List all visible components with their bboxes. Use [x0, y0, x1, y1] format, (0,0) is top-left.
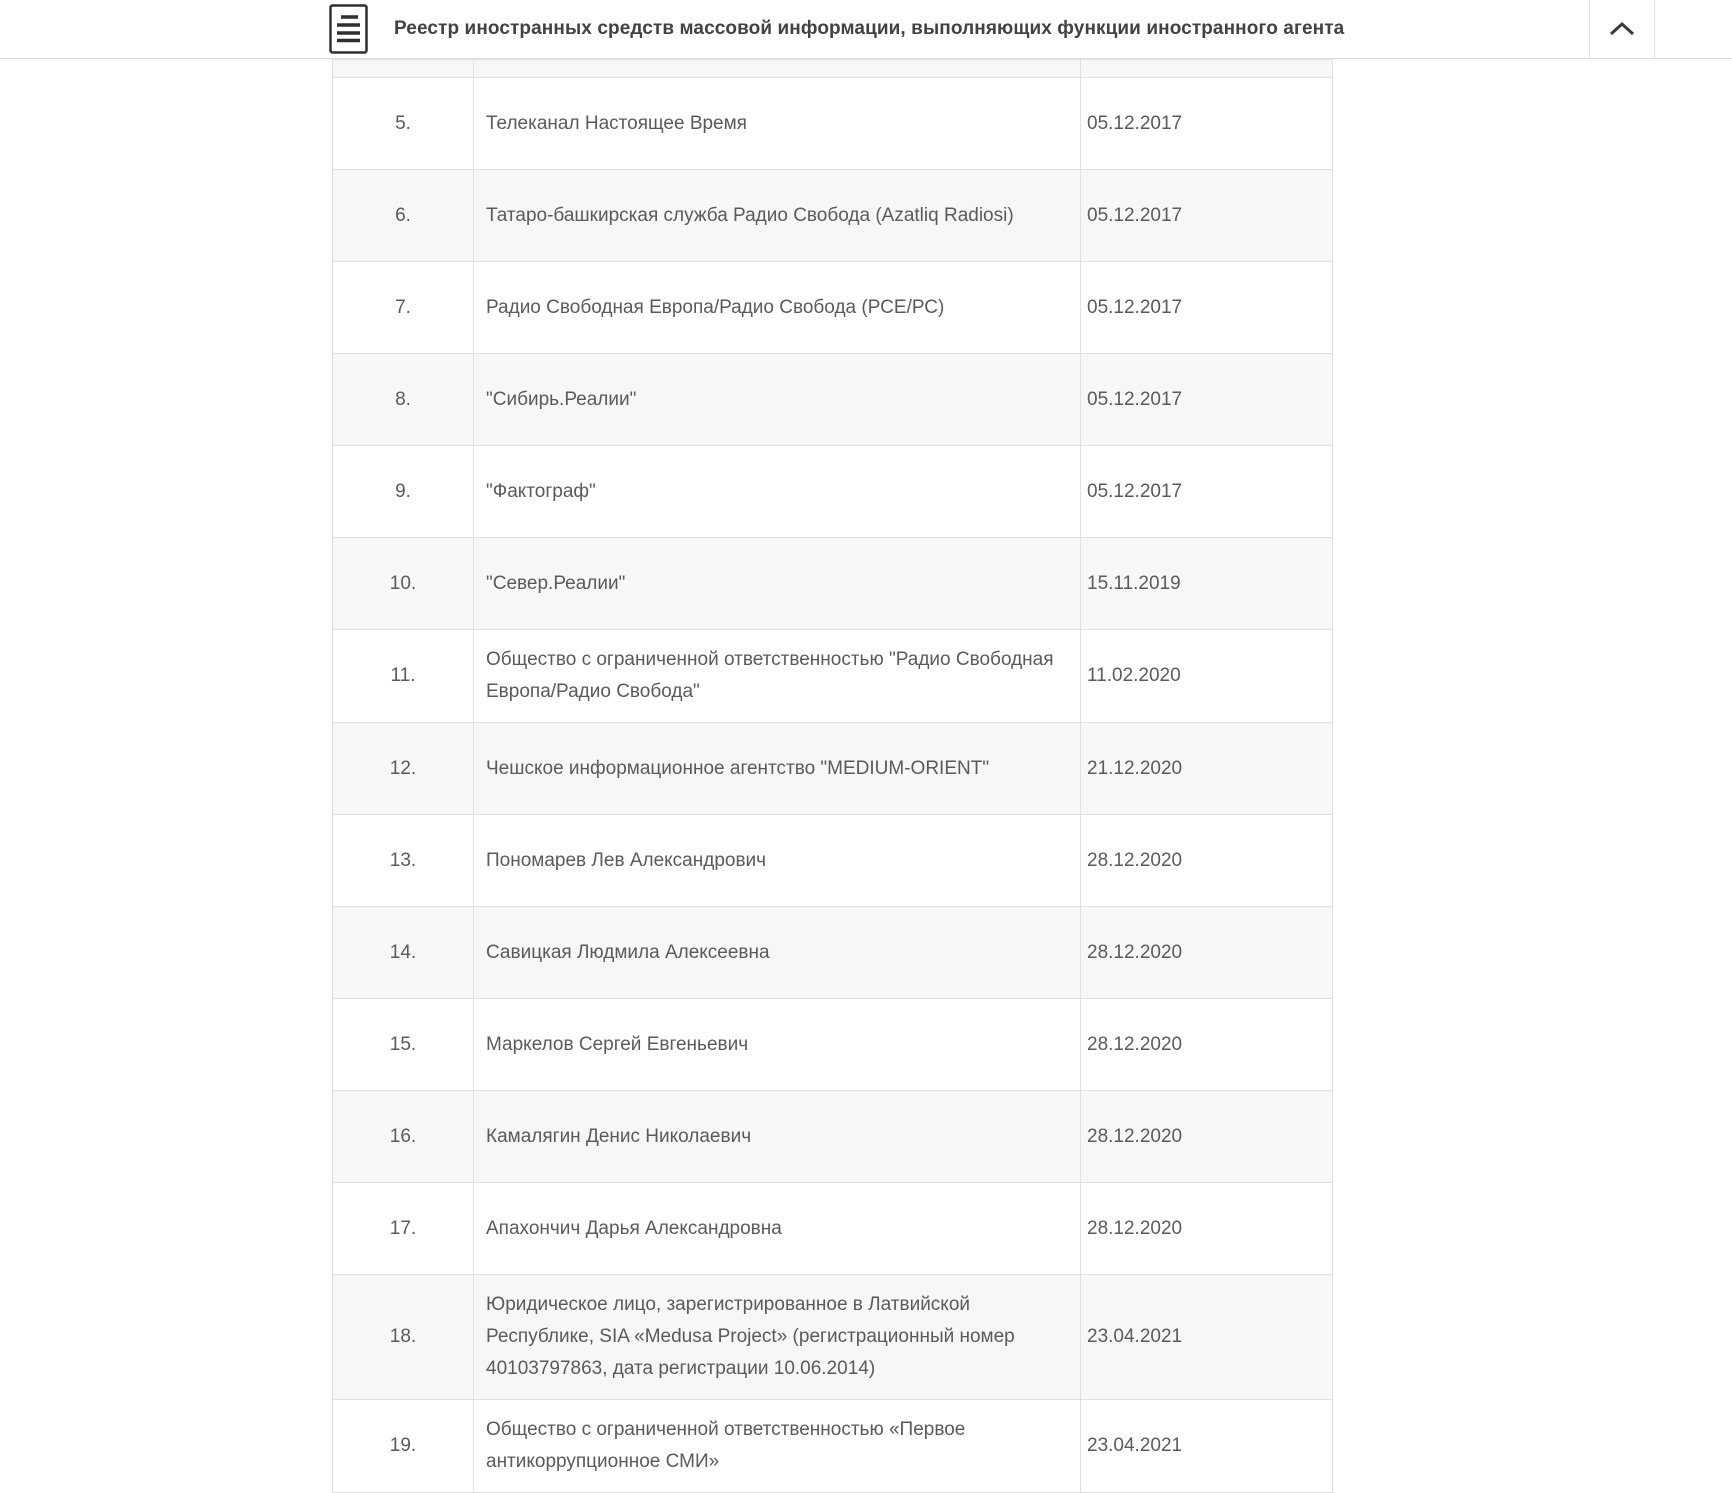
collapse-button[interactable]	[1589, 0, 1655, 58]
row-date-cell: 28.12.2020	[1081, 907, 1333, 999]
row-name-cell: Юридическое лицо, зарегистрированное в Латвийской Республике, SIA «Medusa Project» (регистрационный номер 40103797863, дата регистрации 10.06.2014)	[474, 1275, 1081, 1400]
row-number-cell: 6.	[333, 170, 474, 262]
row-name-cell: Камалягин Денис Николаевич	[474, 1091, 1081, 1183]
row-number-cell	[333, 60, 474, 78]
table-row	[333, 354, 1333, 446]
row-number-cell: 9.	[333, 446, 474, 538]
row-name-cell: Маркелов Сергей Евгеньевич	[474, 999, 1081, 1091]
row-date-cell: 11.02.2020	[1081, 630, 1333, 723]
row-name-cell: Общество с ограниченной ответственностью «Первое антикоррупционное СМИ»	[474, 1400, 1081, 1493]
row-date-cell: 23.04.2021	[1081, 1400, 1333, 1493]
row-number-cell: 7.	[333, 262, 474, 354]
row-date-cell: 21.12.2020	[1081, 723, 1333, 815]
row-name-cell: Савицкая Людмила Алексеевна	[474, 907, 1081, 999]
row-name-cell: Общество с ограниченной ответственностью "Радио Свободная Европа/Радио Свобода"	[474, 630, 1081, 723]
row-number-cell: 19.	[333, 1400, 474, 1493]
row-name-cell: Телеканал Настоящее Время	[474, 78, 1081, 170]
row-name-cell: Радио Свободная Европа/Радио Свобода (РСЕ/РС)	[474, 262, 1081, 354]
table-row	[333, 1091, 1333, 1183]
row-date-cell: 28.12.2020	[1081, 1091, 1333, 1183]
row-date-cell: 28.12.2020	[1081, 1183, 1333, 1275]
table-row	[333, 630, 1333, 723]
registry-title: Реестр иностранных средств массовой информации, выполняющих функции иностранного агента	[394, 18, 1345, 39]
table-row	[333, 446, 1333, 538]
row-number-cell: 8.	[333, 354, 474, 446]
table-row	[333, 1183, 1333, 1275]
row-date-cell: 05.12.2017	[1081, 78, 1333, 170]
table-row	[333, 1400, 1333, 1493]
row-name-cell: "Фактограф"	[474, 446, 1081, 538]
document-list-icon	[329, 4, 368, 54]
chevron-up-icon	[1609, 22, 1635, 36]
row-number-cell: 10.	[333, 538, 474, 630]
row-date-cell: 05.12.2017	[1081, 354, 1333, 446]
row-date-cell: 28.12.2020	[1081, 815, 1333, 907]
table-row	[333, 723, 1333, 815]
registry-table	[332, 59, 1333, 1493]
row-number-cell: 12.	[333, 723, 474, 815]
row-number-cell: 15.	[333, 999, 474, 1091]
registry-table-viewport	[332, 59, 1190, 1472]
row-name-cell: Апахончич Дарья Александровна	[474, 1183, 1081, 1275]
row-name-cell: "Север.Реалии"	[474, 538, 1081, 630]
table-row	[333, 907, 1333, 999]
row-number-cell: 17.	[333, 1183, 474, 1275]
row-date-cell: 28.12.2020	[1081, 999, 1333, 1091]
row-number-cell: 13.	[333, 815, 474, 907]
row-date-cell: 23.04.2021	[1081, 1275, 1333, 1400]
table-row	[333, 78, 1333, 170]
table-row	[333, 538, 1333, 630]
row-date-cell: 05.12.2017	[1081, 446, 1333, 538]
row-number-cell: 11.	[333, 630, 474, 723]
table-row	[333, 262, 1333, 354]
table-row	[333, 815, 1333, 907]
registry-table-body	[333, 60, 1333, 1493]
table-row	[333, 1275, 1333, 1400]
row-date-cell	[1081, 60, 1333, 78]
row-name-cell	[474, 60, 1081, 78]
row-number-cell: 18.	[333, 1275, 474, 1400]
row-date-cell: 05.12.2017	[1081, 262, 1333, 354]
table-row	[333, 999, 1333, 1091]
row-name-cell: Пономарев Лев Александрович	[474, 815, 1081, 907]
row-number-cell: 14.	[333, 907, 474, 999]
row-date-cell: 05.12.2017	[1081, 170, 1333, 262]
row-date-cell: 15.11.2019	[1081, 538, 1333, 630]
row-number-cell: 5.	[333, 78, 474, 170]
row-name-cell: Татаро-башкирская служба Радио Свобода (Azatliq Radiosi)	[474, 170, 1081, 262]
table-row	[333, 170, 1333, 262]
partial-row-above	[333, 60, 1333, 78]
row-number-cell: 16.	[333, 1091, 474, 1183]
row-name-cell: "Сибирь.Реалии"	[474, 354, 1081, 446]
registry-header	[0, 0, 1732, 59]
row-name-cell: Чешское информационное агентство "MEDIUM-ORIENT"	[474, 723, 1081, 815]
